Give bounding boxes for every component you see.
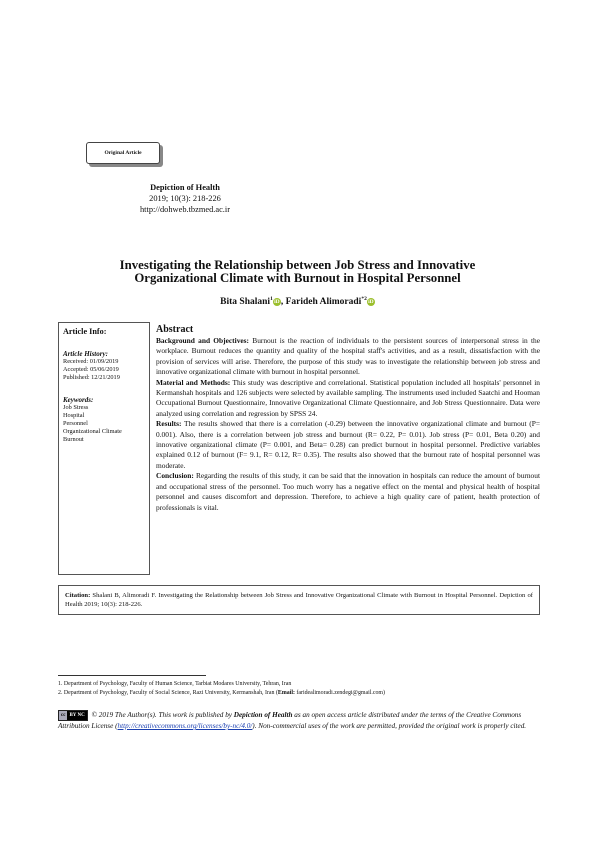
author-list xyxy=(60,296,535,307)
journal-url[interactable]: http://dohweb.tbzmed.ac.ir xyxy=(139,205,230,214)
license-text-pre: © 2019 The Author(s). This work is published by xyxy=(89,711,234,720)
accepted-date: Accepted: 05/06/2019 xyxy=(63,366,119,373)
article-history-heading: Article History: xyxy=(63,350,108,358)
author-1-name: Bita Shalani xyxy=(220,297,271,308)
keyword-item: Personnel xyxy=(63,420,88,427)
license-link[interactable]: http://creativecommons.org/licenses/by-nc/4.0/ xyxy=(117,722,253,730)
author-2-name: Farideh Alimoradi xyxy=(285,297,362,308)
journal-issue: 2019; 10(3): 218-226 xyxy=(149,194,221,203)
affiliation-2-text: 2. Department of Psychology, Faculty of Social Science, Razi University, Kermanshah, Iran ( xyxy=(58,690,278,696)
license-text-mid: as an open access article distributed under the terms of the Creative Commons Attribution License ( xyxy=(58,711,522,730)
author-separator: , xyxy=(280,297,286,308)
abstract-methods xyxy=(156,378,540,420)
methods-text: This study was descriptive and correlational. Statistical population included all hospitals' personnel in Kermanshah hospitals and 126 subjects were selected by available sampling. The instruments used included Saatchi and Hooman Occupational Burnout Questionnaire, Innovative Organizational Climate Questionnaire, and Job Stress Questionnaire. Data were analyzed using correlation and regression by SPSS 24. xyxy=(156,377,540,418)
keyword-item: Organizational Climate xyxy=(63,428,122,435)
affiliation-2 xyxy=(58,689,540,698)
results-text: The results showed that there is a correlation (-0.29) between the innovative organizational climate and burnout (P= 0.001). Also, there is a correlation between job stress and burnout (R= 0.22, P= 0.01). Job stress (P= 0.01, Beta 0.20) and innovative organizational climate (P= 0.001, and Beta= 0.28) can predict burnout in hospital personnel. Predictive variables explained 0.12 of burnout (F= 9.1, R= 0.12, R= 0.35). The results also showed that the burnout rate of hospital personnel was moderate. xyxy=(156,419,540,470)
orcid-icon[interactable]: iD xyxy=(368,298,374,305)
abstract-results xyxy=(156,419,540,471)
orcid-icon[interactable]: iD xyxy=(274,298,280,305)
journal-name: Depiction of Health xyxy=(150,183,220,192)
author-1-affiliation: 1 xyxy=(270,296,273,302)
abstract-background xyxy=(156,336,540,378)
keyword-item: Job Stress xyxy=(63,404,89,411)
affiliation-1: 1. Department of Psychology, Faculty of Human Science, Tarbiat Modares University, Tehran, Iran xyxy=(58,681,292,687)
email-address[interactable]: faridealimoradi.zendegi@gmail.com) xyxy=(294,690,385,696)
title-line-2: Organizational Climate with Burnout in Hospital Personnel xyxy=(134,271,461,285)
license-statement xyxy=(58,710,540,731)
article-type-badge xyxy=(86,142,160,164)
license-journal: Depiction of Health xyxy=(233,711,293,720)
background-text: Burnout is the reaction of individuals to the persistent sources of interpersonal stress in the workplace. Burnout reduces the quantity and quality of the hospital staff's activities, and as a result, dissatisfaction with the provision of services will arise. Therefore, the purpose of this study was to investigate the relationship between job stress and innovative organizational climate with burnout in hospital personnel. xyxy=(156,336,541,377)
keyword-item: Burnout xyxy=(63,436,84,443)
article-info-box xyxy=(58,322,150,575)
cc-icon-right: BY NC xyxy=(69,713,85,718)
cc-license-icon[interactable] xyxy=(58,710,88,721)
keywords-heading: Keywords: xyxy=(63,396,94,404)
conclusion-text: Regarding the results of this study, it can be said that the innovation in hospitals can reduce the amount of burnout and occupational stress of the personnel. Too much worry has a negative effect on the mental and physical health of hospital personnel and causes discomfort and depression. Therefore, to achieve a high quality care of patient, health protection of professionals is vital. xyxy=(156,471,540,512)
received-date: Received: 01/09/2019 xyxy=(63,358,119,365)
footnote-divider xyxy=(58,675,206,676)
background-label: Background and Objectives: xyxy=(156,336,250,345)
abstract-section xyxy=(156,324,540,513)
citation-box xyxy=(58,585,540,615)
citation-text: Shalani B, Alimoradi F. Investigating the Relationship between Job Stress and Innovative Organizational Climate with Burnout in Hospital Personnel. Depiction of Health 2019; 10(3): 218-226. xyxy=(65,592,533,608)
author-2-corresponding: * xyxy=(361,296,365,302)
article-info-heading: Article Info: xyxy=(63,327,107,336)
abstract-heading: Abstract xyxy=(156,324,194,335)
license-text-post: ). Non-commercial uses of the work are permitted, provided the original work is properly cited. xyxy=(252,722,527,730)
article-type-label: Original Article xyxy=(104,150,142,156)
citation-label: Citation: xyxy=(65,592,91,599)
article-title xyxy=(60,259,535,285)
cc-icon-left: cc xyxy=(61,713,66,718)
conclusion-label: Conclusion: xyxy=(156,471,194,481)
keyword-item: Hospital xyxy=(63,412,85,419)
email-label: Email: xyxy=(277,690,295,696)
journal-header xyxy=(120,182,250,215)
affiliations xyxy=(58,680,540,698)
abstract-conclusion xyxy=(156,471,540,513)
results-label: Results: xyxy=(156,419,182,429)
title-line-1: Investigating the Relationship between Job Stress and Innovative xyxy=(119,258,476,272)
published-date: Published: 12/21/2019 xyxy=(63,374,120,381)
author-2-affiliation: 2 xyxy=(364,296,367,302)
methods-label: Material and Methods: xyxy=(156,377,231,387)
